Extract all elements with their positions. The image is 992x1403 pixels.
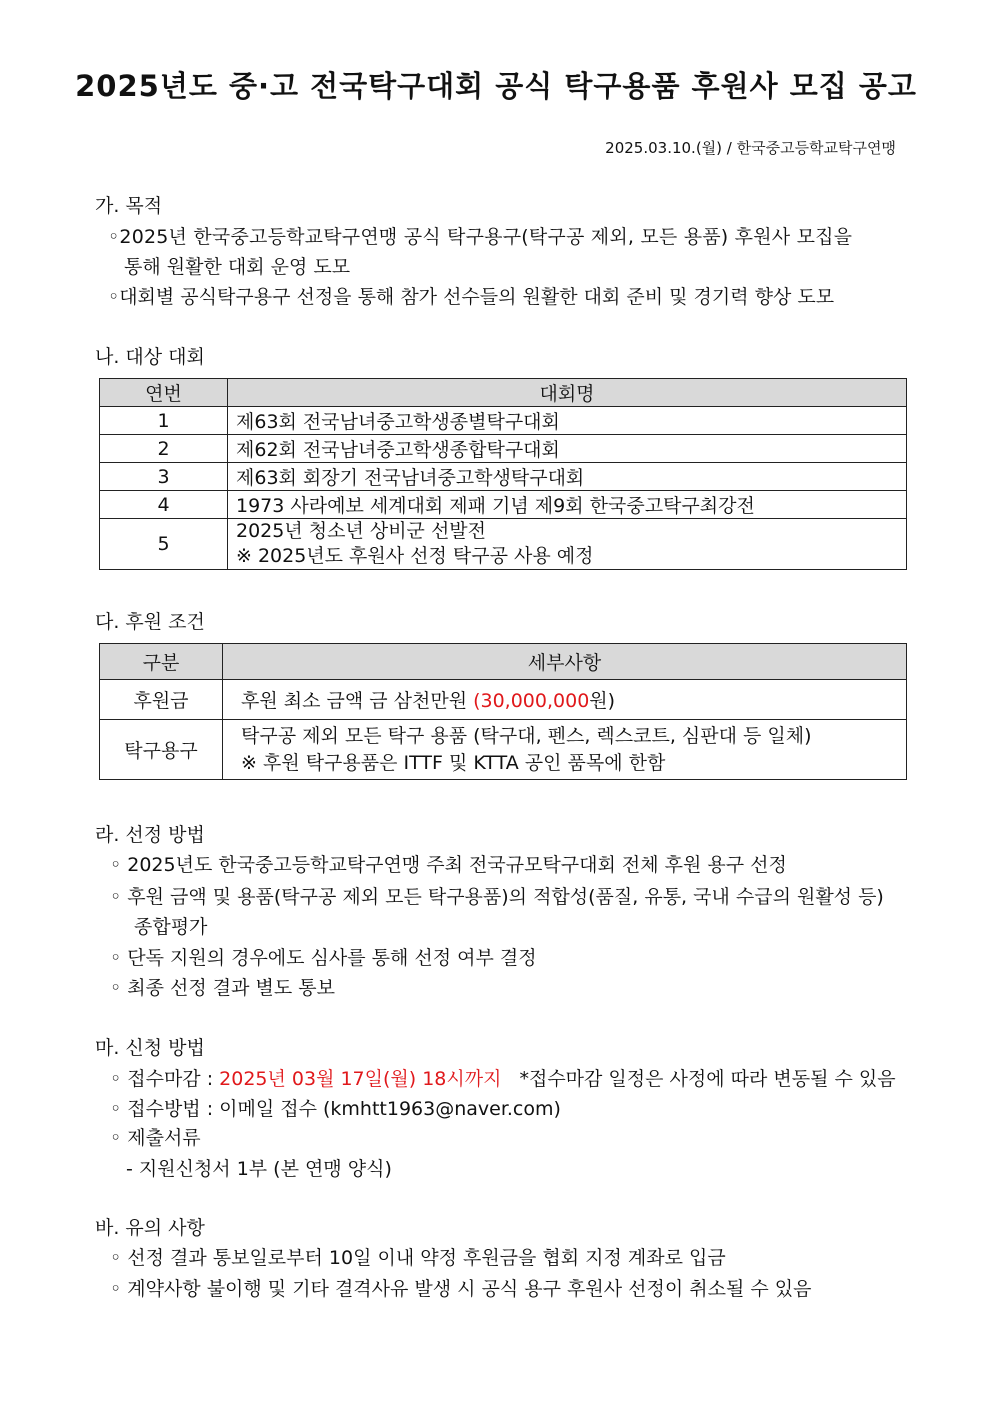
condition-detail: 탁구공 제외 모든 탁구 용품 (탁구대, 펜스, 렉스코트, 심판대 등 일체)	[241, 724, 812, 747]
selection-item-3: ◦ 단독 지원의 경우에도 심사를 통해 선정 여부 결정	[110, 947, 537, 969]
event-no: 5	[100, 519, 228, 570]
section-heading-conditions: 다. 후원 조건	[95, 611, 205, 633]
notes-item-2: ◦ 계약사항 불이행 및 기타 결격사유 발생 시 공식 용구 후원사 선정이 취소될 수 있음	[110, 1278, 812, 1300]
purpose-item-1: ◦2025년 한국중고등학교탁구연맹 공식 탁구용구(탁구공 제외, 모든 용품) 후원사 모집을	[108, 226, 853, 248]
table-row	[100, 435, 907, 463]
section-heading-selection: 라. 선정 방법	[95, 824, 205, 846]
events-header-name: 대회명	[228, 379, 907, 407]
application-deadline	[110, 1064, 896, 1091]
table-row	[100, 407, 907, 435]
event-note: ※ 2025년도 후원사 선정 탁구공 사용 예정	[236, 545, 594, 567]
selection-item-4: ◦ 최종 선정 결과 별도 통보	[110, 977, 335, 999]
table-row	[100, 519, 907, 570]
conditions-table	[99, 643, 907, 780]
event-no: 3	[100, 463, 228, 491]
condition-kind: 후원금	[100, 680, 223, 720]
application-method: ◦ 접수방법 : 이메일 접수 (kmhtt1963@naver.com)	[110, 1098, 561, 1120]
condition-detail-note: ※ 후원 탁구용품은 ITTF 및 KTTA 공인 품목에 한함	[241, 751, 666, 774]
application-docs: ◦ 제출서류	[110, 1127, 201, 1149]
conditions-header-detail: 세부사항	[223, 644, 907, 680]
purpose-item-2: ◦대회별 공식탁구용구 선정을 통해 참가 선수들의 원활한 대회 준비 및 경기력 향상 도모	[108, 286, 835, 308]
event-no: 4	[100, 491, 228, 519]
events-table	[99, 378, 907, 570]
conditions-header-kind: 구분	[100, 644, 223, 680]
section-heading-application: 마. 신청 방법	[95, 1037, 205, 1059]
deadline-label: ◦ 접수마감 :	[110, 1068, 220, 1090]
application-docs-item: - 지원신청서 1부 (본 연맹 양식)	[126, 1158, 392, 1180]
events-header-no: 연번	[100, 379, 228, 407]
notes-item-1: ◦ 선정 결과 통보일로부터 10일 이내 약정 후원금을 협회 지정 계좌로 입금	[110, 1247, 726, 1269]
event-no: 1	[100, 407, 228, 435]
table-row	[100, 680, 907, 720]
condition-kind: 탁구용구	[100, 720, 223, 780]
event-name: 제63회 전국남녀중고학생종별탁구대회	[228, 407, 907, 435]
event-name: 1973 사라예보 세계대회 제패 기념 제9회 한국중고탁구최강전	[228, 491, 907, 519]
condition-detail-cell	[223, 720, 907, 780]
section-heading-purpose: 가. 목적	[95, 195, 163, 217]
condition-amount: (30,000,000	[473, 690, 590, 712]
table-row	[100, 491, 907, 519]
selection-item-2-cont: 종합평가	[134, 916, 208, 938]
condition-detail-cell	[223, 680, 907, 720]
dateline: 2025.03.10.(월) / 한국중고등학교탁구연맹	[605, 139, 896, 157]
selection-item-2: ◦ 후원 금액 및 용품(탁구공 제외 모든 탁구용품)의 적합성(품질, 유통, 국내 수급의 원활성 등)	[110, 886, 884, 908]
event-name: 제63회 회장기 전국남녀중고학생탁구대회	[228, 463, 907, 491]
table-row	[100, 720, 907, 780]
section-heading-events: 나. 대상 대회	[95, 346, 205, 368]
purpose-item-1-cont: 통해 원활한 대회 운영 도모	[124, 256, 351, 278]
event-name: 제62회 전국남녀중고학생종합탁구대회	[228, 435, 907, 463]
event-name-cell	[228, 519, 907, 570]
condition-detail: 후원 최소 금액 금 삼천만원	[241, 690, 474, 712]
page-title: 2025년도 중·고 전국탁구대회 공식 탁구용품 후원사 모집 공고	[75, 69, 917, 103]
section-heading-notes: 바. 유의 사항	[95, 1217, 205, 1239]
deadline-value: 2025년 03월 17일(월) 18시까지	[219, 1068, 502, 1090]
table-row	[100, 463, 907, 491]
selection-item-1: ◦ 2025년도 한국중고등학교탁구연맹 주최 전국규모탁구대회 전체 후원 용구 선정	[110, 854, 787, 876]
condition-amount-unit: 원)	[589, 690, 616, 712]
event-no: 2	[100, 435, 228, 463]
deadline-note: *접수마감 일정은 사정에 따라 변동될 수 있음	[519, 1068, 896, 1090]
event-name: 2025년 청소년 상비군 선발전	[236, 520, 487, 542]
